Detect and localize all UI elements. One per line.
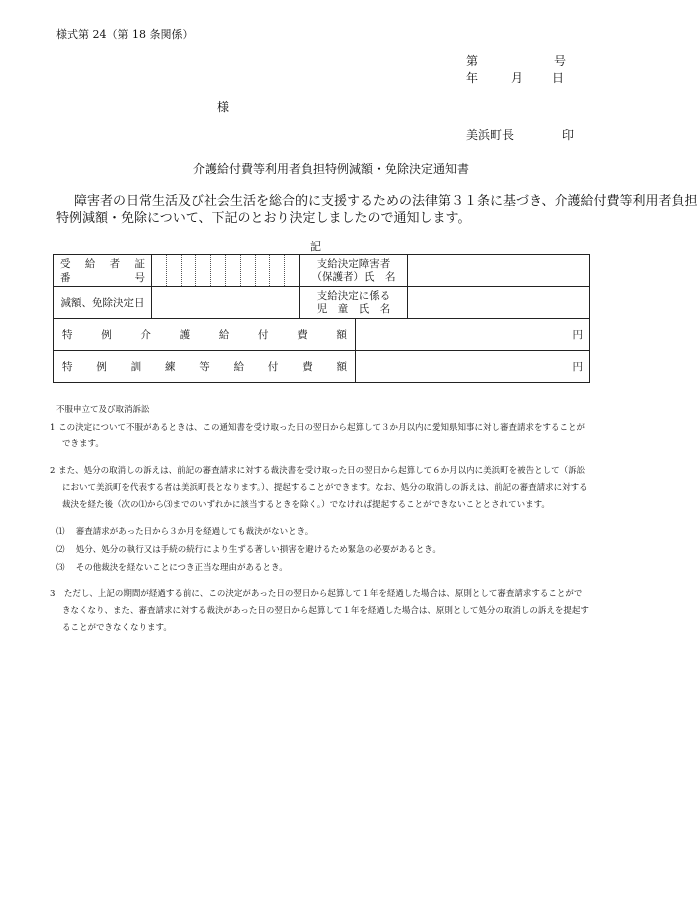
yen-unit: 円 xyxy=(572,329,583,341)
issuer-name: 美浜町長 xyxy=(466,128,515,142)
note-2-line-1: 2 また、処分の取消しの訴えは、前記の審査請求に対する裁決書を受け取った日の翌日から起算して６か月以内に美浜町を被告として（訴訟 xyxy=(50,466,586,476)
date-year: 年 xyxy=(466,71,479,85)
body-line-1: 障害者の日常生活及び社会生活を総合的に支援するための法律第３１条に基づき、介護給付費等利用者負担 xyxy=(74,194,697,209)
guardian-name-label: 支給決定障害者 （保護者）氏 名 xyxy=(300,255,408,287)
seal-mark: 印 xyxy=(562,128,575,142)
note-2-line-3: 裁決を経た後（次の⑴から⑶までのいずれかに該当するときを除く。）でなければ提起することができないこととされています。 xyxy=(62,500,550,510)
note-2-sub-1: ⑴ 審査請求があった日から３か月を経過しても裁決がないとき。 xyxy=(56,527,314,537)
note-3-line-3: ることができなくなります。 xyxy=(62,623,172,633)
note-2-sub-3: ⑶ その他裁決を経ないことにつき正当な理由があるとき。 xyxy=(56,563,288,573)
child-name-label: 支給決定に係る 児 童 氏 名 xyxy=(300,287,408,319)
doc-number-suffix: 号 xyxy=(554,54,567,68)
care-benefit-amount[interactable] xyxy=(356,319,590,351)
body-line-2: 特例減額・免除について、下記のとおり決定しましたので通知します。 xyxy=(56,211,471,226)
yen-unit: 円 xyxy=(572,361,583,373)
note-3-line-2: きなくなり、また、審査請求に対する裁決があった日の翌日から起算して１年を経過した場合は、原則として処分の取消しの訴えを提起す xyxy=(62,606,589,616)
guardian-name-field[interactable] xyxy=(408,255,590,287)
note-3-line-1: 3 ただし、上記の期間が経過する前に、この決定があった日の翌日から起算して１年を経過した場合は、原則として審査請求することがで xyxy=(50,589,583,599)
date-month: 月 xyxy=(511,71,524,85)
notes-heading: 不服申立て及び取消訴訟 xyxy=(56,405,150,415)
decision-date-field[interactable] xyxy=(152,287,300,319)
note-2-line-2: において美浜町を代表する者は美浜町長となります。）、提起することができます。なお、処分の取消しの訴えは、前記の審査請求に対する xyxy=(62,483,588,493)
document-title: 介護給付費等利用者負担特例減額・免除決定通知書 xyxy=(193,162,470,176)
decision-date-label: 減額、免除決定日 xyxy=(54,287,152,319)
decision-table xyxy=(53,254,590,383)
recipient-number-label: 受 給 者 証 番 号 xyxy=(54,255,152,287)
addressee-suffix: 様 xyxy=(217,100,230,114)
note-2-sub-2: ⑵ 処分、処分の執行又は手続の続行により生ずる著しい損害を避けるため緊急の必要があるとき。 xyxy=(56,545,441,555)
doc-number-prefix: 第 xyxy=(466,54,479,68)
note-1-line-1: 1 この決定について不服があるときは、この通知書を受け取った日の翌日から起算して３か月以内に愛知県知事に対し審査請求をすることが xyxy=(50,423,585,433)
recipient-number-cells[interactable] xyxy=(152,255,300,287)
date-day: 日 xyxy=(552,71,565,85)
training-benefit-amount[interactable] xyxy=(356,351,590,383)
note-1-line-2: できます。 xyxy=(62,439,104,449)
training-benefit-label: 特 例 訓 練 等 給 付 費 額 xyxy=(54,351,356,383)
care-benefit-label: 特 例 介 護 給 付 費 額 xyxy=(54,319,356,351)
form-number: 様式第 24（第 18 条関係） xyxy=(56,28,194,41)
child-name-field[interactable] xyxy=(408,287,590,319)
ki-mark: 記 xyxy=(310,240,321,253)
